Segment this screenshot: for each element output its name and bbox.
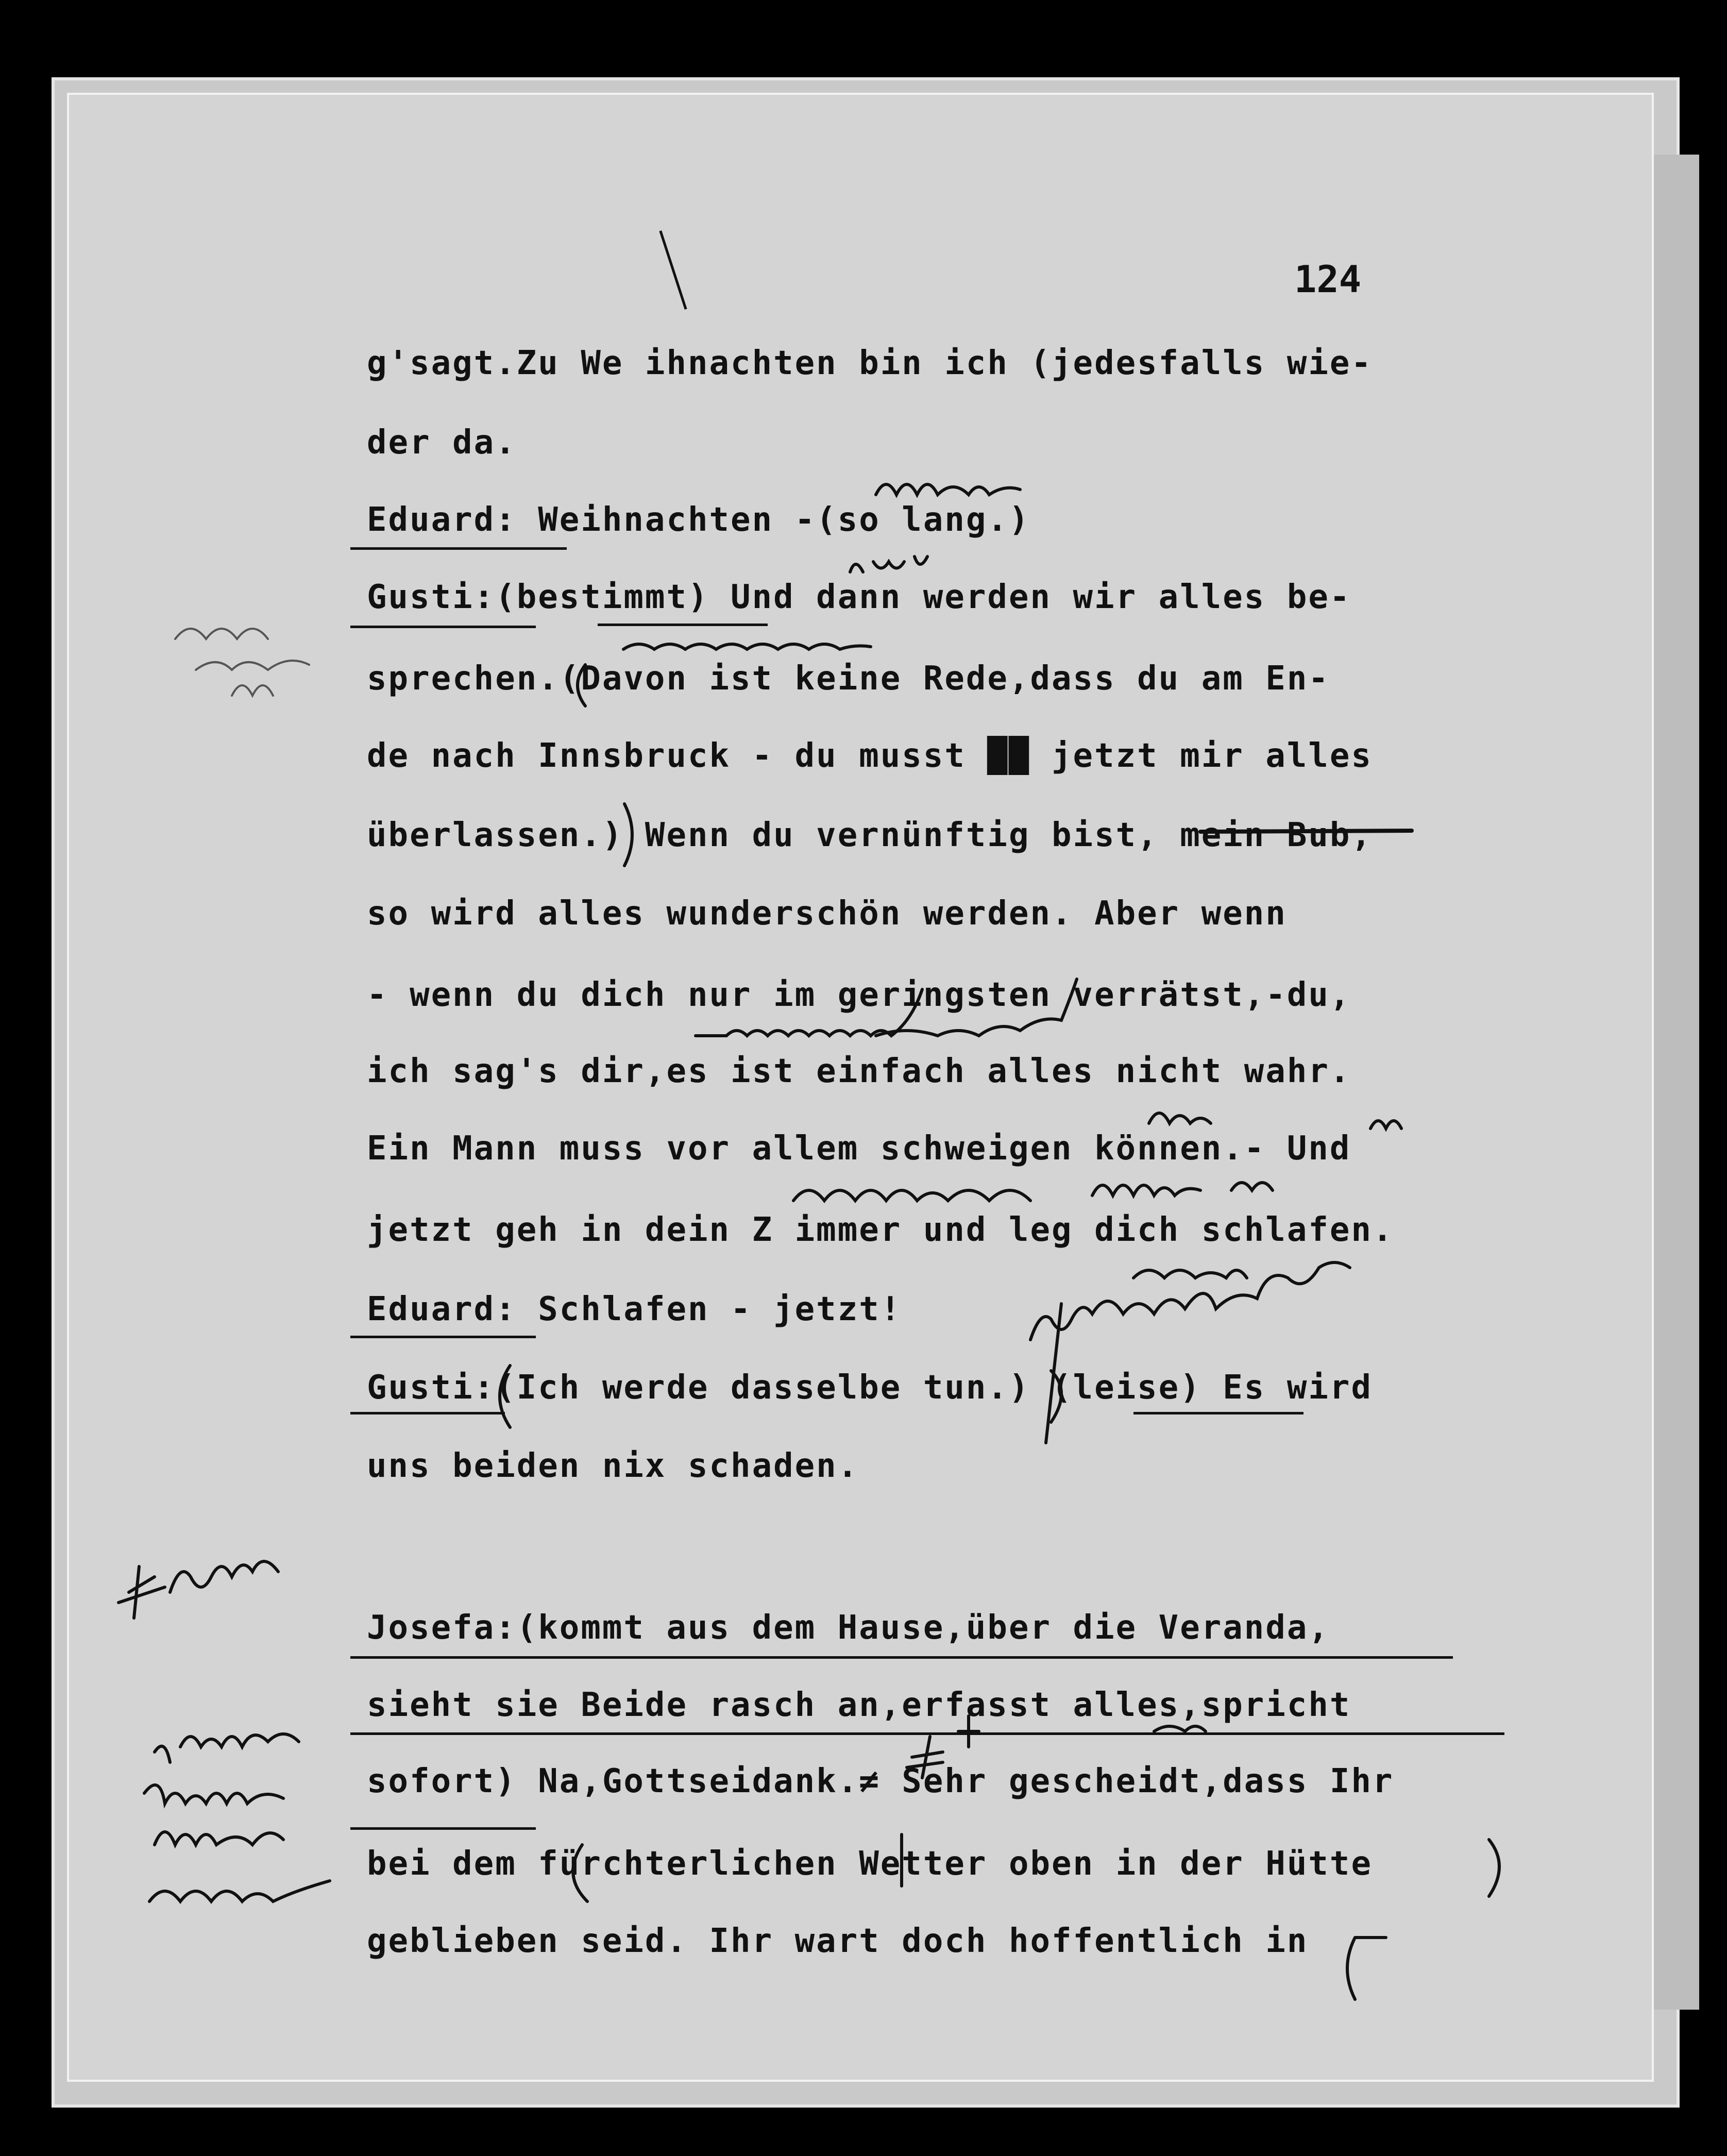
text-line: Gusti:(Ich werde dasselbe tun.) (leise) Es wird	[367, 1369, 1373, 1407]
text-line: überlassen.) Wenn du vernünftig bist, mein Bub,	[367, 816, 1373, 854]
text-line: - wenn du dich nur im geringsten verrätst,-du,	[367, 976, 1351, 1014]
text-line: Ein Mann muss vor allem schweigen können.- Und	[367, 1130, 1351, 1168]
text-line: uns beiden nix schaden.	[367, 1447, 859, 1485]
text-line: so wird alles wunderschön werden. Aber wenn	[367, 895, 1287, 933]
text-line: Josefa:(kommt aus dem Hause,über die Veranda,	[367, 1609, 1330, 1647]
text-line: sprechen.(Davon ist keine Rede,dass du am En-	[367, 660, 1330, 698]
text-line: Eduard: Schlafen - jetzt!	[367, 1290, 902, 1328]
text-line: der da.	[367, 424, 517, 462]
text-line: sofort) Na,Gottseidank.≠ Sehr gescheidt,dass Ihr	[367, 1762, 1394, 1800]
text-line: jetzt geh in dein Z immer und leg dich schlafen.	[367, 1211, 1394, 1249]
text-line: Gusti:(bestimmt) Und dann werden wir alles be-	[367, 578, 1351, 616]
text-line: g'sagt.Zu We ihnachten bin ich (jedesfalls wie-	[367, 344, 1373, 382]
text-line: Eduard: Weihnachten -(so lang.)	[367, 501, 1030, 539]
text-line: geblieben seid. Ihr wart doch hoffentlich in	[367, 1922, 1309, 1960]
page-number: 124	[1294, 258, 1362, 301]
text-line: bei dem fürchterlichen Wetter oben in der Hütte	[367, 1845, 1373, 1883]
text-line: de nach Innsbruck - du musst ██ jetzt mir alles	[367, 737, 1373, 775]
text-line: sieht sie Beide rasch an,erfasst alles,spricht	[367, 1686, 1351, 1724]
text-line: ich sag's dir,es ist einfach alles nicht wahr.	[367, 1052, 1351, 1090]
